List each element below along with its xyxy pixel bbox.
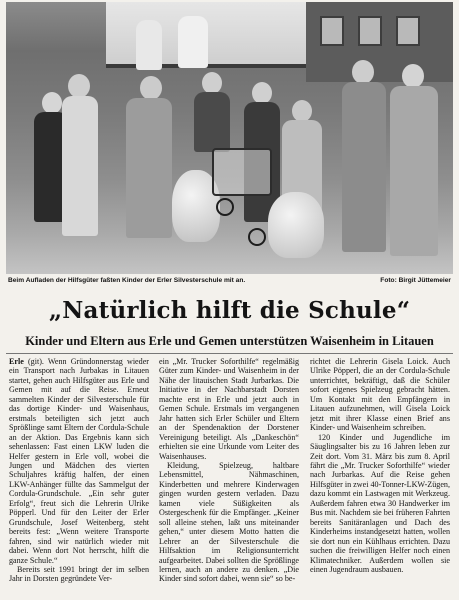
article-column-1 <box>9 357 149 597</box>
photo-credit: Foto: Birgit Jüttemeier <box>380 277 451 284</box>
child-figure <box>390 86 438 256</box>
child-figure <box>342 82 386 252</box>
child-head <box>402 64 424 88</box>
donation-sack <box>268 192 324 258</box>
child-head <box>352 60 374 84</box>
window <box>358 16 382 46</box>
paragraph: ein „Mr. Trucker Soforthilfe“ regelmäßig Güter zum Kinder- und Waisenheim in der Nähe der litauischen Stadt Jurbarkas. Die Initiative in der Nachbarstadt Dorsten machte erst in Erle und jetzt auch in Gemen Schule. Erstmals im vergangenen Jahr hatten sich Erler Schüler und Eltern an der Spendenaktion der Dorstener Vereinigung beteiligt. Als „Dankeschön“ erhielten sie eine Urkunde vom Leiter des Waisenhauses. <box>159 357 299 461</box>
dateline: Erle <box>9 357 24 366</box>
baby-carriage <box>212 148 272 196</box>
paragraph: Kleidung, Spielzeug, haltbare Lebensmittel, Nähmaschinen, Kinderbetten und mehrere Kinderwagen gingen wurden gestern verladen. Dazu kamen viele Süßigkeiten als Ostergeschenk für die Empfänger. „Keiner soll alleine stehen, laßt uns miteinander gehen,“ unter diesem Motto hatten die Lehrer an der Silvesterschule die Hilfsaktion im Religionsunterricht aufgearbeitet. Dabei sollten die Sprößlinge lernen, auch an andere zu denken. „Die Kinder sind sofort dabei, wenn sie“ so be- <box>159 460 299 584</box>
paragraph: Bereits seit 1991 bringt der im selben Jahr in Dorsten gegründete Ver- <box>9 564 149 584</box>
subheadline: Kinder und Eltern aus Erle und Gemen unterstützen Waisenheim in Litauen <box>25 334 434 348</box>
child-head <box>202 72 222 94</box>
paragraph-text: (git). Wenn Gründonnerstag wieder ein Transport nach Jurbakas in Litauen startet, gehen auch Hilfsgüter aus Erle und Gemen mit auf die Reise. Erneut sammelten Kinder der Silvesterschule für das dortige Kinder- und Waisenhaus, erstmals beteiligten sich jetzt auch Sprößlinge samt Eltern der Cordula-Schule an der Aktion. Das Ergebnis kann sich sehenlassen: Fast einen LKW luden die Helfer gestern in Erle voll, wobei die Jungen und Mädchen des vierten Schuljahres kräftig halfen, der einen LKW-Anhänger füllte das Sammelgut der Cordula-Grundschule. „Ein sehr guter Erfolg“, freut sich die Lehrerin Ulrike Pöpperl. Und für den Leiter der Erler Grundschule, Josef Weitenberg, steht bereits fest: „Wenn weitere Transporte fahren, sind wir natürlich wieder mit dabei. Wenn dort Not herrscht, hilft die ganze Schule.“ <box>9 357 149 565</box>
article-column-2 <box>159 357 299 597</box>
child-head <box>42 92 62 114</box>
paragraph <box>9 357 149 565</box>
child-head <box>68 74 90 98</box>
article-column-3 <box>310 357 450 597</box>
news-photo <box>6 2 453 274</box>
paragraph: richtet die Lehrerin Gisela Loick. Auch Ulrike Pöpperl, die an der Cordula-Schule unterrichtet, bekräftigt, daß die Schüler sofort eigenes Spielzeug gebracht hätten. Um Kontakt mit den Empfängern in Litauen aufzunehmen, will Gisela Loick jetzt mit ihrer Klasse einen Brief ans Kinder- und Waisenheim schreiben. <box>310 357 450 433</box>
child-figure <box>194 92 230 152</box>
paragraph: 120 Kinder und Jugendliche im Säuglingsalter bis zu 16 Jahren leben zur Zeit dort. Vom 31. März bis zum 8. April fährt die „Mr. Trucker Soforthilfe“ wieder nach Jurbarkas. Auf die Reise gehen Hilfsgüter in zwei 40-Tonner-LKW-Zügen, dazu kommt ein Lastwagen mit Werkzeug. Außerdem fahren etwa 30 Handwerker im Bus mit. Nachdem sie bei früheren Fahrten bereits Sanitäranlagen und Dach des Kinderheims instandgesetzt hatten, wollen sie dort nun ein Kühlhaus errichten. Dazu suchen die freiwilligen Helfer noch einen Klimatechniker. Außerdem wollen sie einen Jugendraum ausbauen. <box>310 432 450 574</box>
caption-text: Beim Aufladen der Hilfsgüter faßten Kinder der Erler Silvesterschule mit an. <box>8 277 246 284</box>
photo-caption <box>6 276 453 288</box>
window <box>396 16 420 46</box>
carriage-wheel <box>216 198 234 216</box>
divider-rule <box>6 353 453 354</box>
child-head <box>252 82 272 104</box>
adult-figure <box>136 20 162 70</box>
child-figure <box>62 96 98 236</box>
child-figure <box>126 98 172 238</box>
child-head <box>140 76 162 100</box>
child-head <box>292 100 312 122</box>
building-facade <box>306 2 453 82</box>
window <box>320 16 344 46</box>
headline: „Natürlich hilft die Schule“ <box>48 297 411 324</box>
adult-figure <box>178 16 208 68</box>
carriage-wheel <box>248 228 266 246</box>
